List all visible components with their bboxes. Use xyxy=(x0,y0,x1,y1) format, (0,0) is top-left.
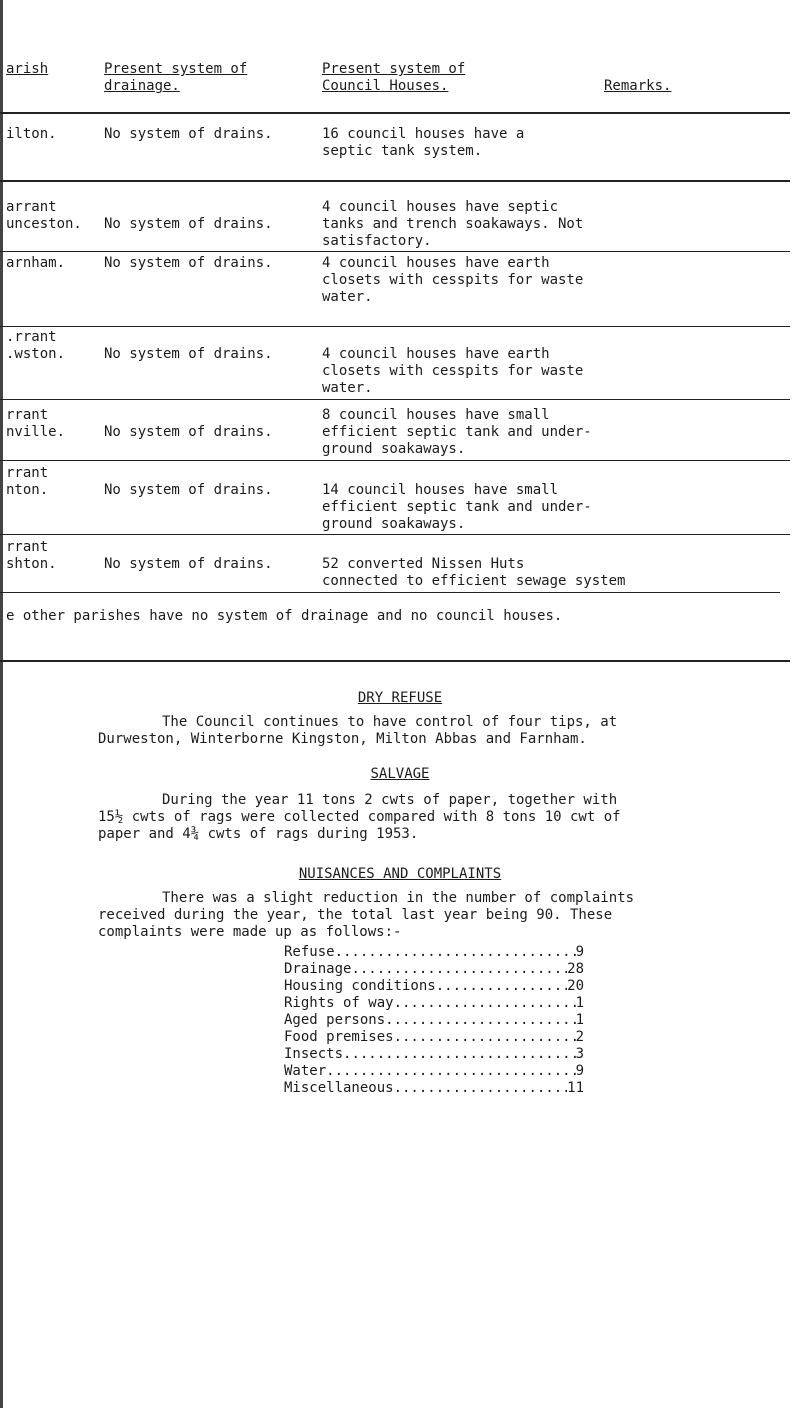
row-parish: rrant xyxy=(6,539,49,555)
dot-leader xyxy=(326,1063,575,1080)
complaint-label: Aged persons xyxy=(284,1012,386,1028)
complaint-count: 11 xyxy=(567,1080,584,1096)
complaint-label: Food premises xyxy=(284,1029,394,1045)
list-item xyxy=(284,1046,584,1063)
row-divider xyxy=(0,534,790,535)
table-header-rule xyxy=(0,112,790,114)
paragraph-line: complaints were made up as follows:- xyxy=(98,924,402,940)
complaint-label: Insects xyxy=(284,1046,344,1062)
row-parish: nton. xyxy=(6,482,49,498)
row-parish: nville. xyxy=(6,424,66,440)
row-council-line: 4 council houses have septic xyxy=(322,199,559,215)
complaint-count: 9 xyxy=(575,1063,584,1079)
nuisances-heading xyxy=(0,866,800,882)
row-council-line: ground soakaways. xyxy=(322,441,466,457)
complaint-count: 28 xyxy=(567,961,584,977)
row-parish: rrant xyxy=(6,465,49,481)
row-council-line: connected to efficient sewage system xyxy=(322,573,626,589)
row-council-line: 4 council houses have earth xyxy=(322,255,550,271)
dry-refuse-paragraph xyxy=(98,714,738,748)
row-divider xyxy=(0,399,790,400)
row-council-line: 14 council houses have small xyxy=(322,482,559,498)
complaint-count: 20 xyxy=(567,978,584,994)
complaint-label: Housing conditions xyxy=(284,978,436,994)
row-drainage: No system of drains. xyxy=(104,255,273,271)
row-council-line: ground soakaways. xyxy=(322,516,466,532)
list-item xyxy=(284,1080,584,1097)
row-council-line: water. xyxy=(322,380,373,396)
dry-refuse-heading-text: DRY REFUSE xyxy=(357,690,443,706)
paragraph-line: There was a slight reduction in the number of complaints xyxy=(162,890,635,906)
salvage-heading-text: SALVAGE xyxy=(370,766,430,782)
row-parish: .rrant xyxy=(6,329,57,345)
paragraph-line: Durweston, Winterborne Kingston, Milton Abbas and Farnham. xyxy=(98,731,587,747)
row-drainage: No system of drains. xyxy=(104,346,273,362)
list-item xyxy=(284,995,584,1012)
row-council-line: tanks and trench soakaways. Not xyxy=(322,216,584,232)
paragraph-line: The Council continues to have control of four tips, at xyxy=(162,714,618,730)
row-parish: arrant xyxy=(6,199,57,215)
complaint-label: Water xyxy=(284,1063,327,1079)
paragraph-line: During the year 11 tons 2 cwts of paper, together with xyxy=(162,792,618,808)
row-drainage: No system of drains. xyxy=(104,126,273,142)
dot-leader xyxy=(394,995,576,1012)
row-council-line: efficient septic tank and under- xyxy=(322,424,592,440)
header-drainage-line2: drainage. xyxy=(104,78,180,94)
section-divider xyxy=(0,660,790,662)
row-drainage: No system of drains. xyxy=(104,482,273,498)
row-council-line: efficient septic tank and under- xyxy=(322,499,592,515)
row-parish: unceston. xyxy=(6,216,82,232)
complaint-count: 1 xyxy=(575,995,584,1011)
complaint-label: Miscellaneous xyxy=(284,1080,394,1096)
paragraph-line: paper and 4¾ cwts of rags during 1953. xyxy=(98,826,419,842)
header-parish: arish xyxy=(6,61,49,77)
header-council-line2: Council Houses. xyxy=(322,78,449,94)
nuisances-heading-text: NUISANCES AND COMPLAINTS xyxy=(298,866,502,882)
row-council-line: closets with cesspits for waste xyxy=(322,363,584,379)
row-divider xyxy=(0,326,790,327)
salvage-paragraph xyxy=(98,792,738,843)
complaint-label: Drainage xyxy=(284,961,352,977)
complaint-count: 1 xyxy=(575,1012,584,1028)
header-drainage-line1: Present system of xyxy=(104,61,248,77)
nuisances-paragraph xyxy=(98,890,738,941)
row-drainage: No system of drains. xyxy=(104,556,273,572)
row-council-line: 4 council houses have earth xyxy=(322,346,550,362)
row-parish: shton. xyxy=(6,556,57,572)
row-divider xyxy=(0,251,790,252)
list-item xyxy=(284,961,584,978)
complaints-list xyxy=(284,944,584,1097)
table-footnote: e other parishes have no system of drainage and no council houses. xyxy=(6,608,563,624)
complaint-label: Rights of way xyxy=(284,995,394,1011)
row-council-line: septic tank system. xyxy=(322,143,483,159)
list-item xyxy=(284,1029,584,1046)
list-item xyxy=(284,1063,584,1080)
dot-leader xyxy=(385,1012,575,1029)
complaint-count: 3 xyxy=(575,1046,584,1062)
row-council-line: 16 council houses have a xyxy=(322,126,525,142)
dot-leader xyxy=(394,1080,568,1097)
salvage-heading xyxy=(0,766,800,782)
row-council-line: 8 council houses have small xyxy=(322,407,550,423)
row-divider xyxy=(0,180,790,182)
list-item xyxy=(284,978,584,995)
row-parish: .wston. xyxy=(6,346,66,362)
paragraph-line: received during the year, the total last year being 90. These xyxy=(98,907,613,923)
list-item xyxy=(284,944,584,961)
complaint-count: 9 xyxy=(575,944,584,960)
row-parish: arnham. xyxy=(6,255,66,271)
complaint-count: 2 xyxy=(575,1029,584,1045)
dot-leader xyxy=(351,961,567,978)
dot-leader xyxy=(394,1029,576,1046)
row-drainage: No system of drains. xyxy=(104,424,273,440)
header-remarks: Remarks. xyxy=(604,78,672,94)
row-parish: rrant xyxy=(6,407,49,423)
row-divider xyxy=(0,592,780,593)
row-divider xyxy=(0,460,790,461)
row-council-line: 52 converted Nissen Huts xyxy=(322,556,525,572)
row-council-line: closets with cesspits for waste xyxy=(322,272,584,288)
list-item xyxy=(284,1012,584,1029)
dot-leader xyxy=(436,978,567,995)
paragraph-line: 15½ cwts of rags were collected compared with 8 tons 10 cwt of xyxy=(98,809,621,825)
row-council-line: water. xyxy=(322,289,373,305)
row-council-line: satisfactory. xyxy=(322,233,432,249)
dot-leader xyxy=(343,1046,576,1063)
dot-leader xyxy=(335,944,576,961)
header-council-line1: Present system of xyxy=(322,61,466,77)
complaint-label: Refuse xyxy=(284,944,335,960)
row-parish: ilton. xyxy=(6,126,57,142)
dry-refuse-heading xyxy=(0,690,800,706)
row-drainage: No system of drains. xyxy=(104,216,273,232)
